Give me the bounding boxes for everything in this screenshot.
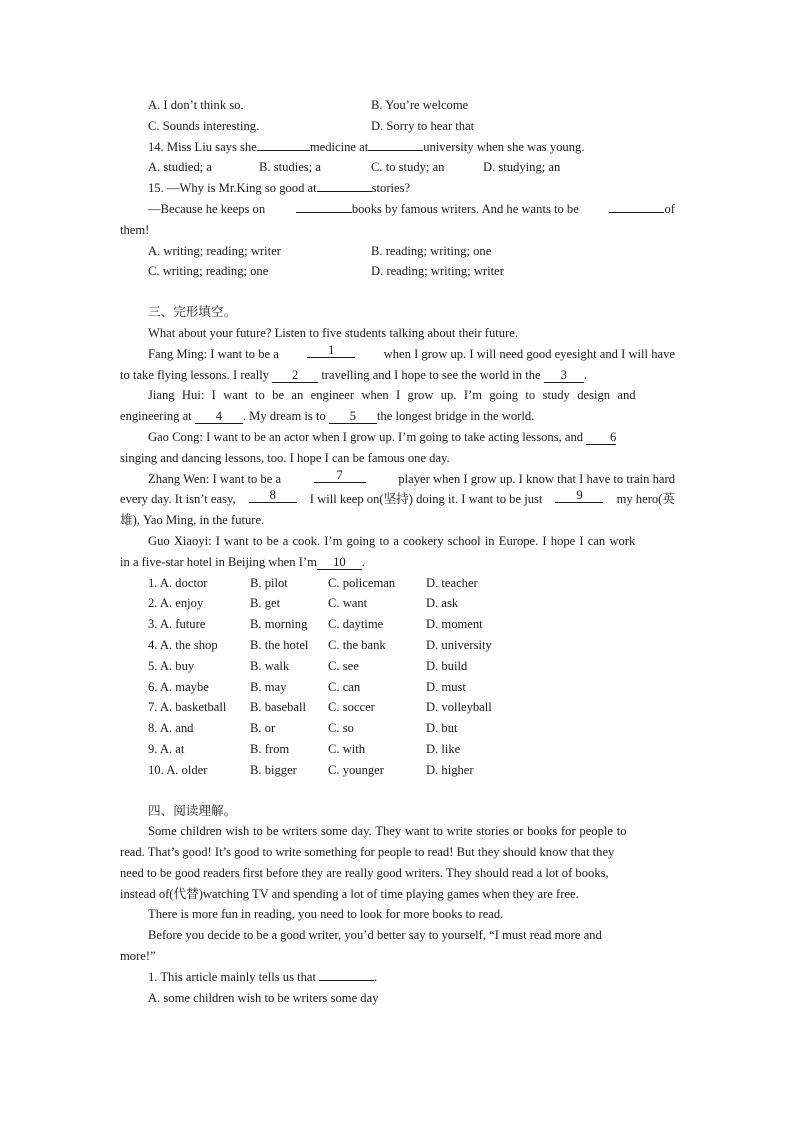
- cloze-option-row: [120, 656, 675, 677]
- cloze-option-row: [120, 739, 675, 760]
- cloze-option-row: [120, 614, 675, 635]
- cloze-option: B. the hotel: [250, 637, 309, 652]
- answer-blank: [296, 199, 352, 213]
- q15-options-row-1: [120, 241, 675, 262]
- cloze-option: D. higher: [426, 762, 474, 777]
- cloze-option: C. younger: [328, 762, 384, 777]
- cloze-option: 1. A. doctor: [148, 575, 208, 590]
- cloze-options: [120, 573, 675, 781]
- blank-10: 10: [317, 556, 362, 570]
- cloze-option: C. can: [328, 679, 361, 694]
- q15-option-a: A. writing; reading; writer: [148, 243, 281, 258]
- cloze-option: D. university: [426, 637, 492, 652]
- blank-2: 2: [272, 369, 318, 383]
- cloze-option: C. see: [328, 658, 359, 673]
- section-3-title: 三、完形填空。: [148, 304, 237, 320]
- blank-3: 3: [544, 369, 584, 383]
- q15-answer-line: —Because he keeps on books by famous writers. And he wants to be of: [120, 199, 675, 220]
- cloze-gao-cong-line-1: Gao Cong: I want to be an actor when I grow up. I’m going to take acting lessons, and 6: [148, 429, 617, 444]
- cloze-option: B. morning: [250, 617, 308, 632]
- reading-p3-line-2: more!”: [120, 949, 156, 964]
- cloze-option: 5. A. buy: [148, 658, 195, 673]
- cloze-jiang-hui-line-2: engineering at 4 . My dream is to 5 the longest bridge in the world.: [120, 409, 535, 424]
- reading-p1-line-3: need to be good readers first before they are really good writers. They should read a lot of books,: [120, 865, 609, 880]
- blank-4: 4: [195, 410, 243, 424]
- cloze-option: D. must: [426, 679, 466, 694]
- cloze-option-row: [120, 760, 675, 781]
- cloze-option: C. want: [328, 596, 368, 611]
- reading-p1-line-4: instead of(代替)watching TV and spending a lot of time playing games when they are free.: [120, 886, 579, 901]
- cloze-option-row: [120, 593, 675, 614]
- cloze-option: 3. A. future: [148, 617, 206, 632]
- cloze-option: 9. A. at: [148, 741, 185, 756]
- cloze-option: D. like: [426, 741, 461, 756]
- cloze-option: C. with: [328, 741, 366, 756]
- cloze-option: C. policeman: [328, 575, 396, 590]
- cloze-option: 7. A. basketball: [148, 700, 227, 715]
- blank-9: 9: [555, 489, 603, 503]
- blank-5: 5: [329, 410, 377, 424]
- cloze-option-row: [120, 635, 675, 656]
- cloze-intro: What about your future? Listen to five students talking about their future.: [148, 325, 519, 340]
- q13-option-a: A. I don’t think so.: [148, 98, 244, 112]
- cloze-option: B. walk: [250, 658, 290, 673]
- blank-6: 6: [586, 431, 616, 445]
- cloze-option: B. may: [250, 679, 287, 694]
- cloze-option: C. so: [328, 721, 354, 736]
- cloze-guo-xiaoyi-line-2: in a five-star hotel in Beijing when I’m 10 .: [120, 554, 366, 569]
- cloze-option: D. but: [426, 721, 458, 736]
- q14-option-a: A. studied; a: [148, 160, 213, 175]
- reading-p3-line-1: Before you decide to be a good writer, you’d better say to yourself, “I must read more and: [148, 928, 602, 943]
- q14-option-c: C. to study; an: [371, 160, 445, 175]
- cloze-option: B. pilot: [250, 575, 288, 590]
- cloze-option-row: [120, 573, 675, 594]
- cloze-gao-cong-line-2: singing and dancing lessons, too. I hope I can be famous one day.: [120, 450, 450, 465]
- q14-stem: 14. Miss Liu says she medicine at university when she was young.: [120, 137, 675, 158]
- q14-options-row: [120, 157, 675, 178]
- cloze-option: B. or: [250, 721, 276, 736]
- cloze-option: B. bigger: [250, 762, 297, 777]
- blank-7: 7: [314, 469, 366, 483]
- cloze-option: 6. A. maybe: [148, 679, 209, 694]
- cloze-option: 10. A. older: [148, 762, 208, 777]
- answer-blank: [368, 137, 423, 151]
- answer-blank: [319, 967, 374, 981]
- cloze-option: D. build: [426, 658, 468, 673]
- answer-blank: [317, 178, 372, 192]
- q15-option-b: B. reading; writing; one: [371, 243, 492, 258]
- answer-blank: [609, 199, 664, 213]
- blank-8: 8: [249, 489, 297, 503]
- cloze-option: C. the bank: [328, 637, 386, 652]
- reading-p1-line-1: Some children wish to be writers some day. They want to write stories or books for people to: [148, 824, 627, 839]
- cloze-option: B. from: [250, 741, 290, 756]
- cloze-option-row: [120, 677, 675, 698]
- exam-page: [120, 95, 675, 1008]
- q15-answer-line-end: them!: [120, 222, 150, 237]
- cloze-fang-ming-line-1: Fang Ming: I want to be a 1 when I grow up. I will need good eyesight and I will have: [148, 342, 675, 361]
- cloze-jiang-hui-line-1: Jiang Hui: I want to be an engineer when I grow up. I’m going to study design and: [148, 388, 636, 403]
- section-4-title: 四、阅读理解。: [148, 802, 237, 818]
- q14-option-b: B. studies; a: [259, 160, 321, 175]
- q15-stem: 15. —Why is Mr.King so good at stories?: [120, 178, 675, 199]
- cloze-zhang-wen-line-2: every day. It isn’t easy, 8 I will keep on(坚持) doing it. I want to be just 9 my hero(英: [120, 488, 675, 507]
- q13-option-c: C. Sounds interesting.: [148, 118, 260, 133]
- cloze-option: D. moment: [426, 617, 483, 632]
- q13-options-row-1: [120, 95, 675, 116]
- q15-options-row-2: [120, 261, 675, 282]
- cloze-guo-xiaoyi-line-1: Guo Xiaoyi: I want to be a cook. I’m going to a cookery school in Europe. I hope I can work: [148, 533, 636, 548]
- q13-options-row-2: [120, 116, 675, 137]
- blank-1: 1: [307, 344, 355, 358]
- reading-q1-stem: 1. This article mainly tells us that .: [120, 967, 675, 988]
- answer-blank: [257, 137, 310, 151]
- cloze-option: C. soccer: [328, 700, 375, 715]
- cloze-option: 8. A. and: [148, 721, 194, 736]
- cloze-fang-ming-line-2: to take flying lessons. I really 2 travelling and I hope to see the world in the 3 .: [120, 367, 587, 382]
- cloze-option-row: [120, 697, 675, 718]
- reading-p1-line-2: read. That’s good! It’s good to write something for people to read! But they should know that they: [120, 845, 615, 860]
- reading-p2: There is more fun in reading, you need to look for more books to read.: [148, 907, 504, 922]
- cloze-zhang-wen-line-3: 雄), Yao Ming, in the future.: [120, 513, 265, 528]
- cloze-option: D. ask: [426, 596, 459, 611]
- cloze-option: B. get: [250, 596, 281, 611]
- reading-q1-option-a: A. some children wish to be writers some day: [148, 990, 379, 1005]
- cloze-option-row: [120, 718, 675, 739]
- q13-option-d: D. Sorry to hear that: [371, 118, 475, 133]
- q13-option-b: B. You’re welcome: [371, 98, 469, 112]
- q14-option-d: D. studying; an: [483, 160, 561, 175]
- cloze-zhang-wen-line-1: Zhang Wen: I want to be a 7 player when I grow up. I know that I have to train hard: [148, 467, 675, 486]
- cloze-option: D. volleyball: [426, 700, 492, 715]
- cloze-option: 4. A. the shop: [148, 637, 218, 652]
- cloze-option: D. teacher: [426, 575, 478, 590]
- cloze-option: C. daytime: [328, 617, 384, 632]
- q15-option-d: D. reading; writing; writer: [371, 264, 504, 279]
- q15-option-c: C. writing; reading; one: [148, 264, 269, 279]
- cloze-option: 2. A. enjoy: [148, 596, 204, 611]
- cloze-option: B. baseball: [250, 700, 306, 715]
